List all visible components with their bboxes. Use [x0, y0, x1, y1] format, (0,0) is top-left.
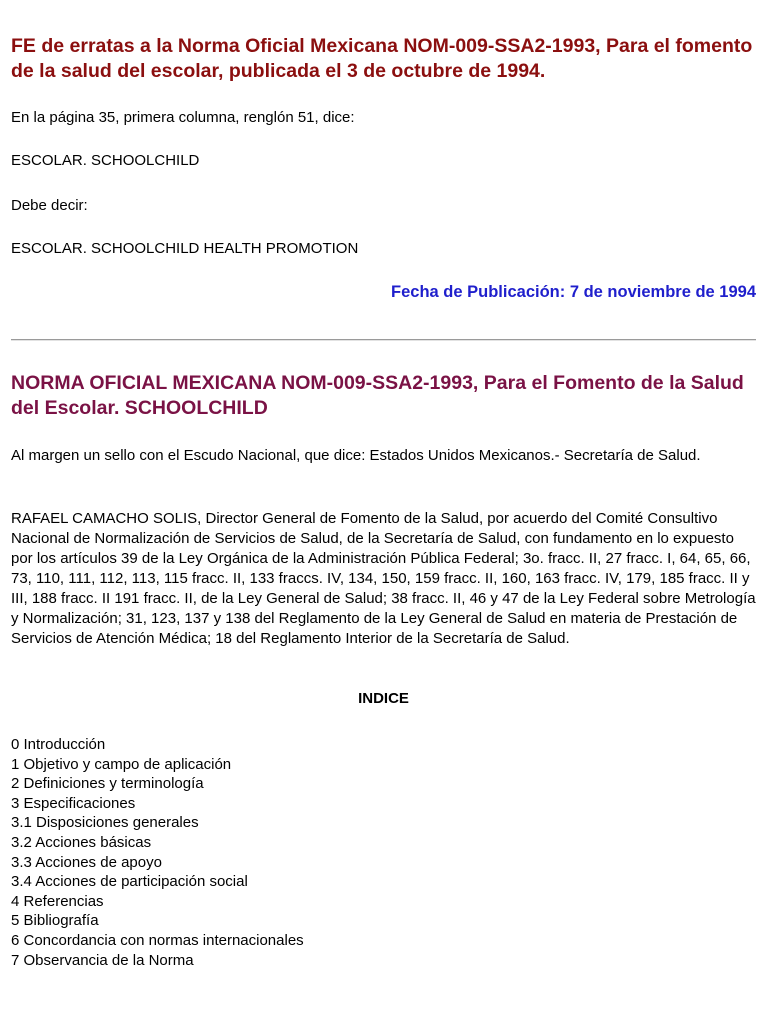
index-item: 0 Introducción [11, 736, 106, 753]
norma-title: NORMA OFICIAL MEXICANA NOM-009-SSA2-1993, Para el Fomento de la Salud del Escolar. SCHOOLCHILD [11, 372, 744, 419]
errata-location-text: En la página 35, primera columna, renglón 51, dice: [11, 109, 355, 126]
margin-note: Al margen un sello con el Escudo Nacional, que dice: Estados Unidos Mexicanos.- Secretaría de Salud. [11, 447, 701, 464]
index-item: 3.1 Disposiciones generales [11, 814, 199, 832]
errata-wrong-text: ESCOLAR. SCHOOLCHILD [11, 152, 200, 169]
errata-title: FE de erratas a la Norma Oficial Mexicana NOM-009-SSA2-1993, Para el fomento de la salud del escolar, publicada el 3 de octubre de 1994. [11, 35, 753, 82]
section-divider [11, 339, 756, 341]
errata-correct-text: ESCOLAR. SCHOOLCHILD HEALTH PROMOTION [11, 240, 359, 257]
index-item: 4 Referencias [11, 892, 104, 910]
index-item: 3 Especificaciones [11, 794, 136, 812]
index-item: 1 Objetivo y campo de aplicación [11, 755, 232, 773]
index-heading: INDICE [358, 690, 409, 707]
index-item: 6 Concordancia con normas internacionales [11, 931, 304, 949]
index-item: 2 Definiciones y terminología [11, 775, 204, 793]
index-item: 3.2 Acciones básicas [11, 833, 152, 851]
preamble-paragraph: RAFAEL CAMACHO SOLIS, Director General de Fomento de la Salud, por acuerdo del Comité Consultivo Nacional de Normalización de Servicios de Salud, de la Secretaría de Salud, con fundamento en lo expuesto por los artículos 39 de la Ley Orgánica de la Administración Pública Federal; 3o. fracc. II, 27 fracc. I, 64, 65, 66, 73, 110, 111, 112, 113, 115 fracc. II, 133 fraccs. IV, 134, 150, 159 fracc. II, 160, 163 fracc. IV, 179, 185 fracc. II y III, 188 fracc. II 191 fracc. II, de la Ley General de Salud; 38 fracc. II, 46 y 47 de la Ley Federal sobre Metrología y Normalización; 31, 123, 137 y 138 del Reglamento de la Ley General de Salud en materia de Prestación de Servicios de Atención Médica; 18 del Reglamento Interior de la Secretaría de Salud. [11, 510, 756, 647]
index-item: 5 Bibliografía [11, 912, 99, 930]
index-item: 7 Observancia de la Norma [11, 951, 194, 969]
publication-date: Fecha de Publicación: 7 de noviembre de 1994 [391, 283, 756, 301]
index-list [11, 735, 756, 970]
errata-should-say-label: Debe decir: [11, 197, 88, 214]
index-item: 3.3 Acciones de apoyo [11, 853, 162, 871]
index-item: 3.4 Acciones de participación social [11, 873, 248, 891]
